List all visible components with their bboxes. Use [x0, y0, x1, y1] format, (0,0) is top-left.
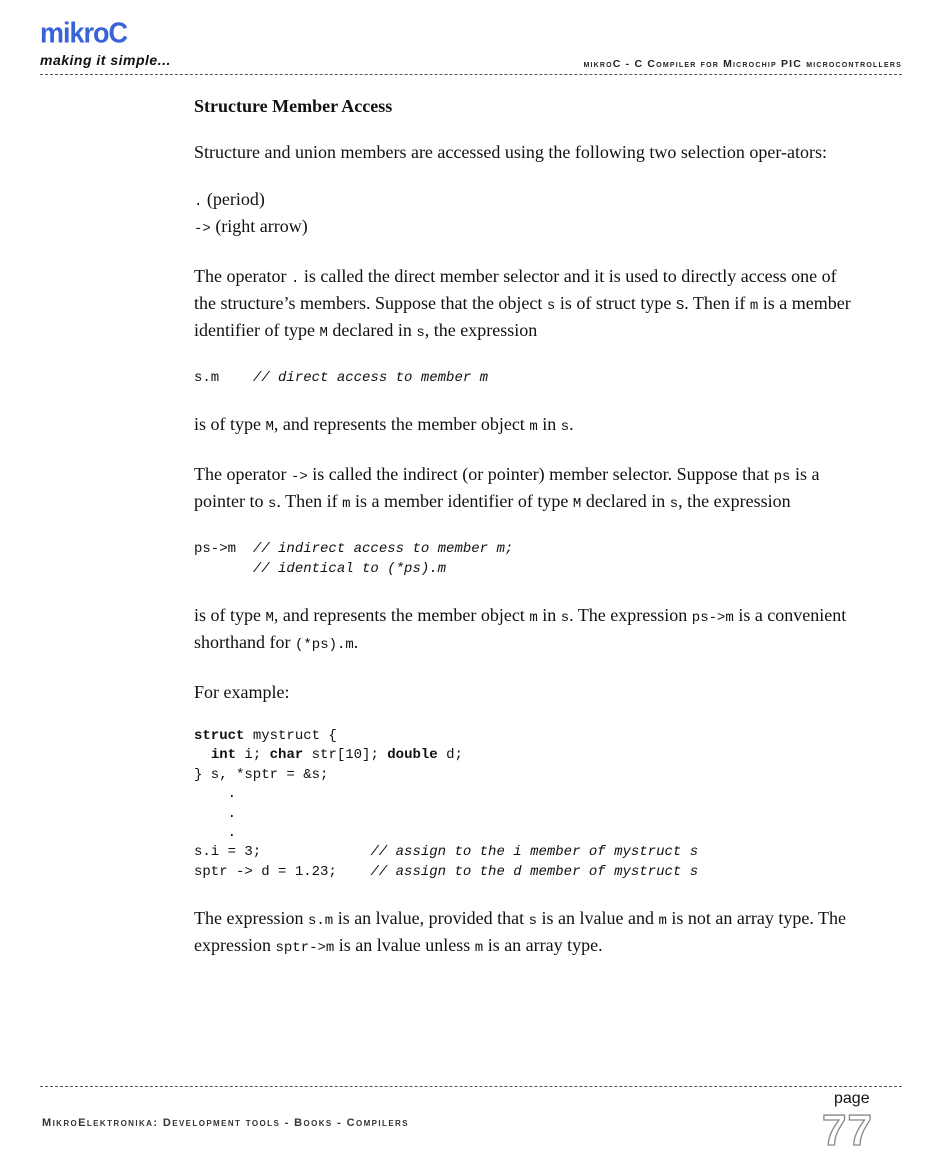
text-run: is an lvalue and — [537, 908, 659, 929]
inline-code: s — [416, 325, 425, 341]
inline-code: s.m — [307, 913, 334, 930]
code-comment: // assign to the i member of mystruct s — [370, 844, 699, 861]
inline-code: . — [290, 271, 300, 287]
inline-code: (*ps).m — [294, 637, 354, 653]
direct-result-paragraph — [194, 412, 859, 439]
code-indent — [194, 561, 253, 577]
header-title: mikroC - C Compiler for Microchip PIC microcontrollers — [583, 58, 902, 70]
text-run: is a member identifier of type — [350, 491, 573, 511]
code-text: mystruct { — [244, 728, 337, 744]
text-run: . — [353, 632, 359, 652]
operator-symbol: -> — [194, 221, 211, 237]
text-run: is called the indirect (or pointer) member selector. Suppose that — [307, 464, 774, 484]
inline-code: m — [749, 298, 759, 314]
text-run: declared in — [327, 320, 417, 340]
code-indent — [194, 747, 211, 763]
code-ellipsis: . — [194, 786, 237, 803]
text-run: is of type — [194, 605, 266, 625]
text-run: The operator — [194, 464, 291, 484]
code-example-indirect — [194, 539, 859, 579]
text-run: is of struct type — [555, 293, 676, 313]
code-keyword: struct — [194, 728, 245, 744]
inline-code: s — [669, 496, 679, 512]
text-run: is of type — [194, 414, 266, 434]
footer-divider — [40, 1086, 902, 1087]
code-comment: // direct access to member m — [252, 370, 489, 386]
footer-text: MikroElektronika: Development tools - Books - Compilers — [42, 1117, 409, 1129]
text-run: . Then if — [684, 293, 750, 313]
page-content — [194, 94, 859, 983]
inline-code: M — [572, 496, 582, 512]
operator-desc: (right arrow) — [215, 216, 308, 236]
text-run: . — [569, 414, 574, 434]
code-text: ps->m — [194, 541, 253, 557]
inline-code: m — [529, 610, 538, 626]
inline-code: M — [319, 325, 328, 341]
code-text: d; — [437, 747, 463, 764]
header-divider — [40, 74, 902, 75]
code-keyword: char — [269, 747, 304, 764]
inline-code: s — [560, 610, 570, 626]
indirect-result-paragraph — [194, 603, 859, 657]
text-run: is called the direct member selector and it is used to directly access one of the structure’s members. Suppose that the object — [194, 266, 837, 313]
intro-paragraph: Structure and union members are accessed using the following two selection oper-ators: — [194, 142, 827, 162]
example-intro: For example: — [194, 682, 290, 702]
code-keyword: int — [210, 747, 237, 764]
inline-code: s — [560, 419, 570, 435]
indirect-selector-paragraph — [194, 462, 859, 516]
text-run: , and represents the member object — [273, 605, 530, 625]
inline-code: ps — [773, 469, 791, 485]
inline-code: M — [265, 419, 274, 435]
code-ellipsis: . — [194, 825, 237, 842]
inline-code: s — [528, 913, 538, 930]
text-run: is an lvalue, provided that — [333, 908, 529, 929]
inline-code: m — [342, 496, 351, 512]
text-run: . Then if — [276, 491, 343, 511]
text-run: is not an array type. The expression — [194, 908, 847, 956]
page-label: page — [834, 1090, 870, 1107]
code-comment: // assign to the d member of mystruct s — [370, 863, 699, 880]
operator-desc: (period) — [206, 189, 265, 209]
inline-code: s — [546, 298, 556, 314]
code-ellipsis: . — [194, 805, 237, 822]
code-example-struct — [194, 727, 859, 882]
direct-selector-paragraph — [194, 264, 859, 345]
code-comment: // indirect access to member m; — [252, 541, 514, 557]
text-run: is a convenient shorthand for — [194, 605, 847, 652]
text-run: in — [537, 605, 561, 625]
inline-code: s — [268, 496, 277, 512]
code-text: s.m — [194, 370, 253, 386]
inline-code: -> — [290, 469, 308, 485]
inline-code: M — [265, 610, 274, 626]
text-run: is an array type. — [483, 935, 603, 956]
inline-code: S — [675, 298, 685, 314]
text-run: . The expression — [569, 605, 692, 625]
operator-symbol: . — [194, 194, 203, 210]
inline-code: ps->m — [691, 610, 734, 626]
operator-list — [194, 187, 859, 241]
code-example-direct — [194, 368, 859, 388]
text-run: in — [537, 414, 561, 434]
logo: mikroC — [40, 17, 128, 49]
code-text: s.i = 3; — [194, 844, 371, 861]
text-run: The operator — [194, 266, 291, 286]
code-keyword: double — [387, 747, 438, 764]
text-run: , the expression — [678, 491, 791, 511]
text-run: is an lvalue unless — [334, 935, 475, 956]
code-text: sptr -> d = 1.23; — [194, 863, 371, 880]
code-text: } s, *sptr = &s; — [194, 766, 329, 783]
section-heading: Structure Member Access — [194, 96, 393, 116]
lvalue-paragraph — [194, 906, 859, 960]
text-run: is a member identifier of type — [194, 293, 851, 340]
operator-item — [194, 187, 859, 214]
text-run: , the expression — [424, 320, 538, 340]
code-text: str[10]; — [303, 747, 388, 764]
text-run: The expression — [194, 908, 308, 929]
inline-code: m — [529, 419, 538, 435]
inline-code: m — [474, 940, 484, 957]
inline-code: sptr->m — [275, 940, 335, 957]
operator-item — [194, 214, 859, 241]
tagline: making it simple... — [40, 52, 171, 68]
text-run: is a pointer to — [194, 464, 820, 511]
code-text: i; — [236, 747, 270, 764]
text-run: , and represents the member object — [273, 414, 530, 434]
code-comment: // identical to (*ps).m — [252, 561, 447, 577]
text-run: declared in — [581, 491, 670, 511]
page-number: 77 — [822, 1106, 873, 1155]
inline-code: m — [658, 913, 667, 930]
